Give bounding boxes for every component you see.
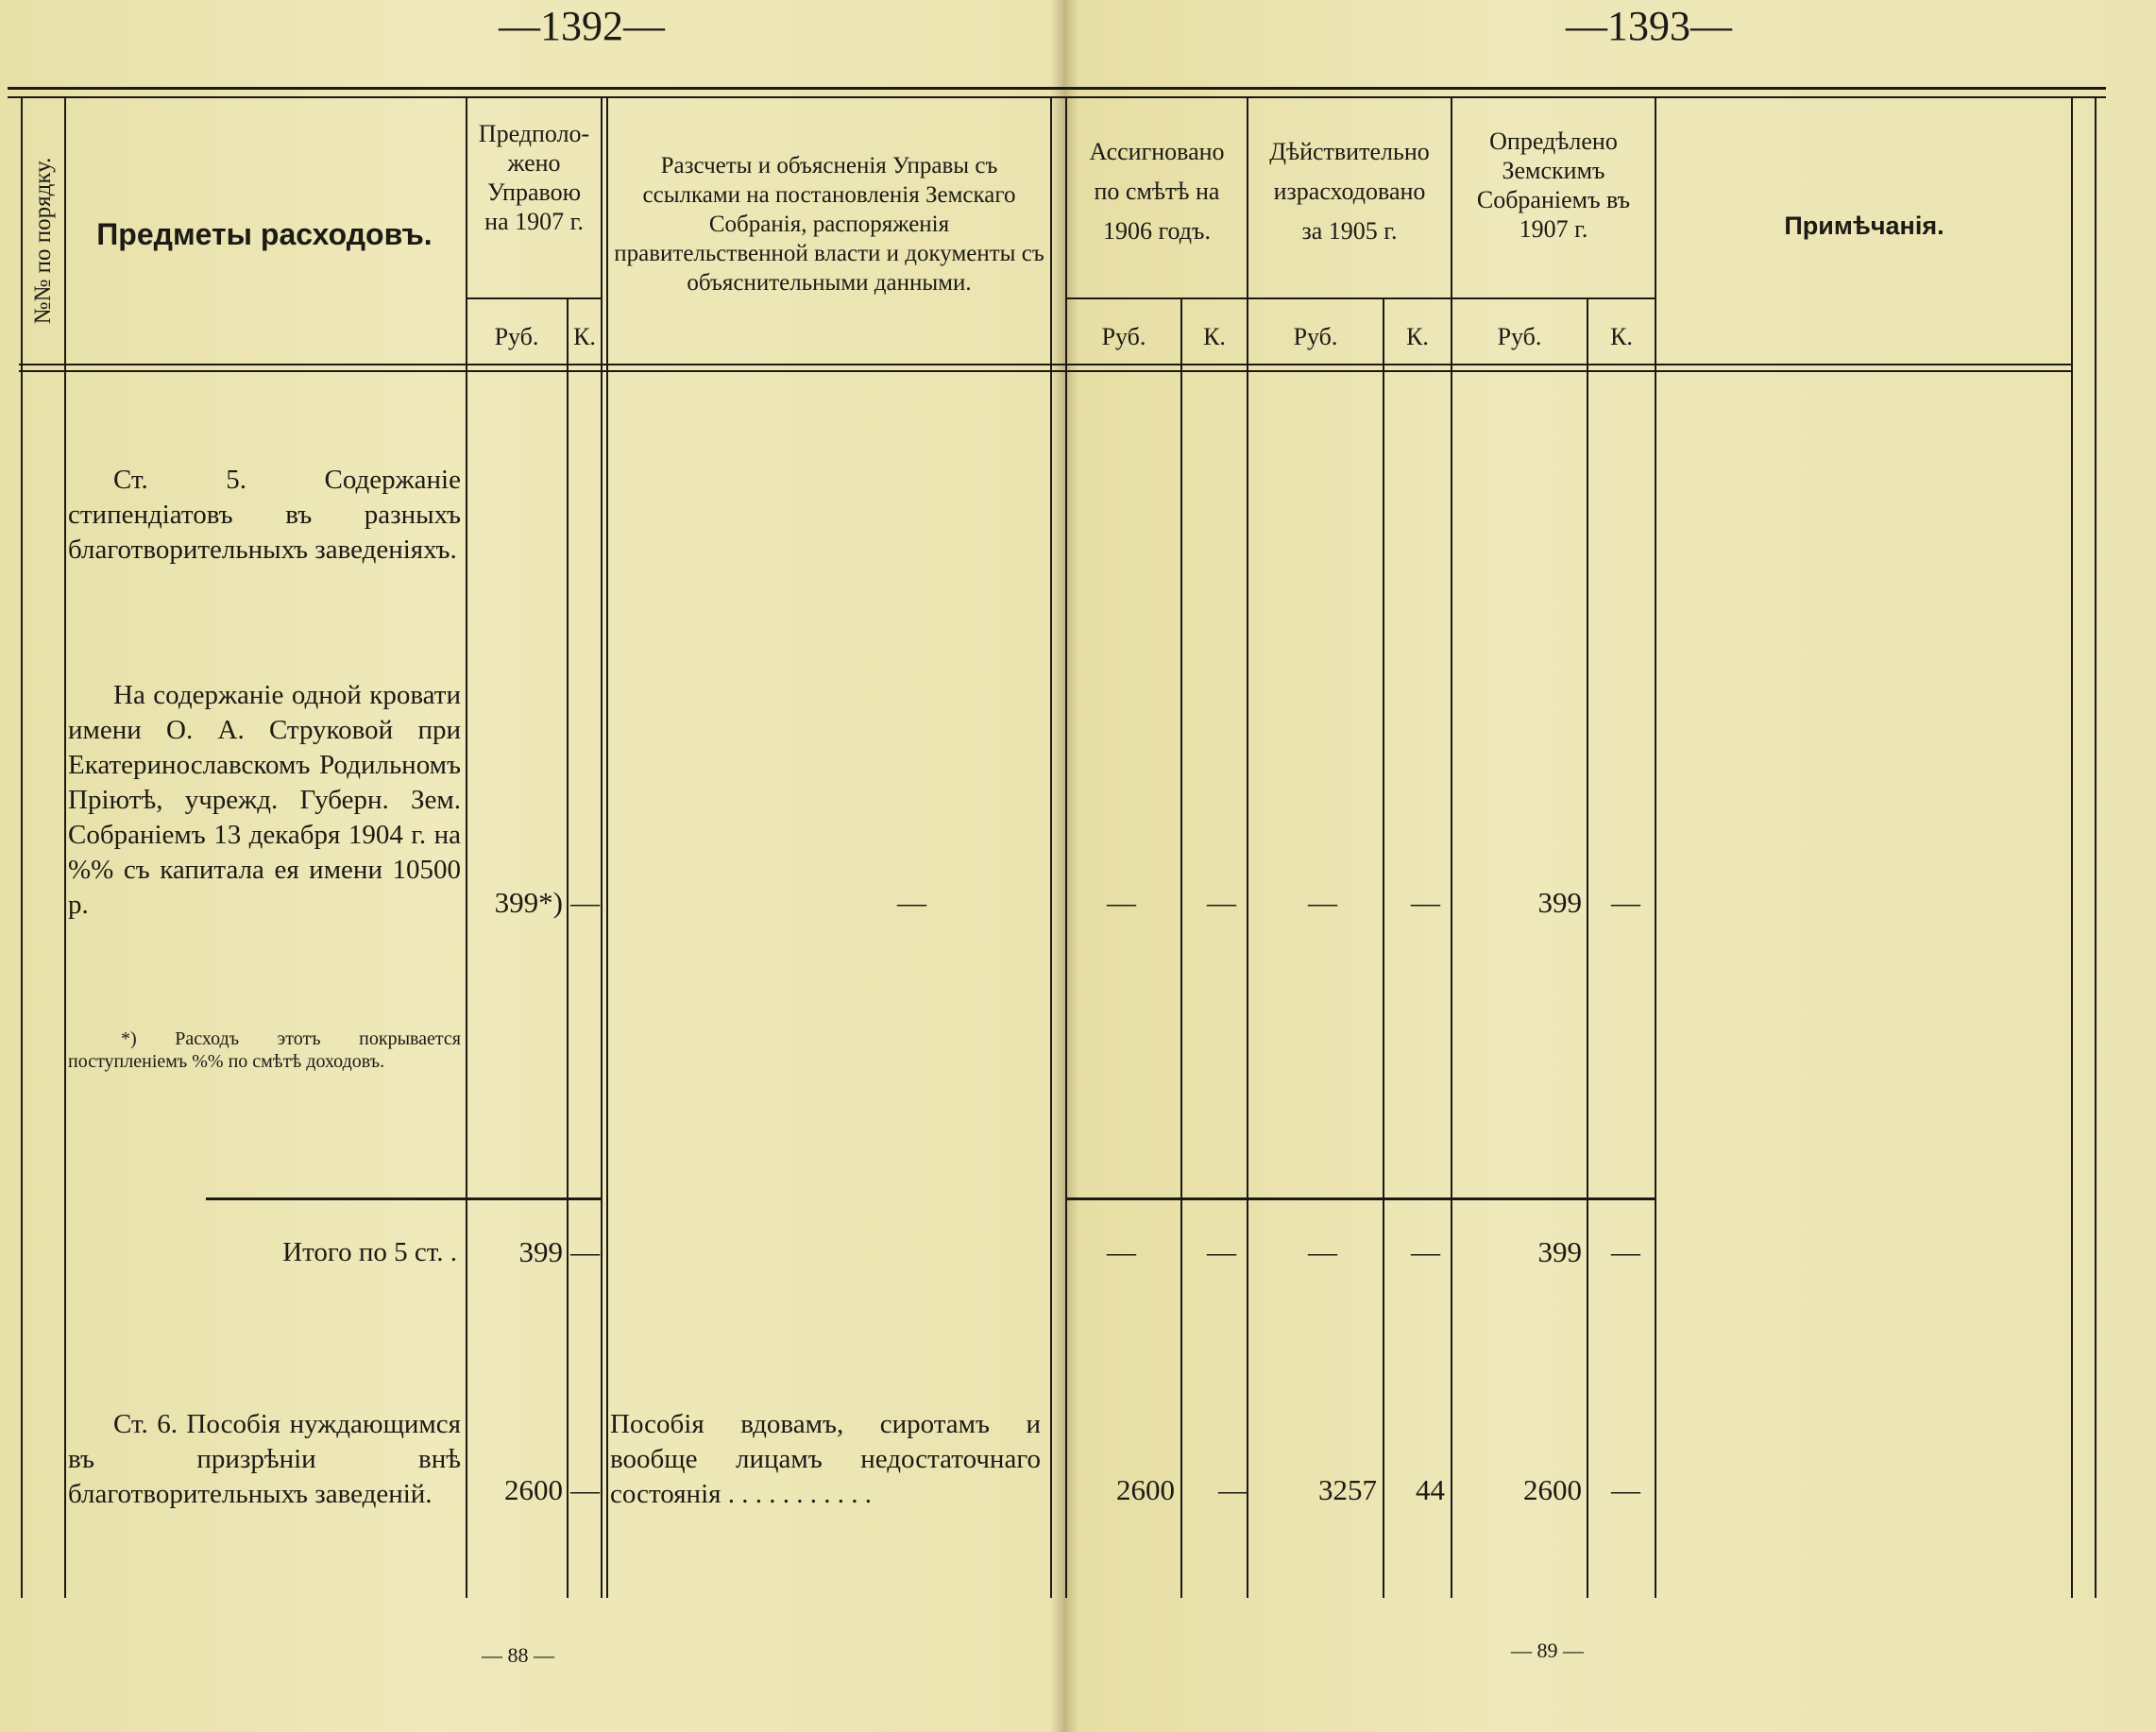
art5-entry-explanation: — (897, 886, 926, 919)
page-number-right: —1393— (1566, 3, 1732, 49)
art6-determined-kop: — (1611, 1473, 1640, 1506)
determined-kop-header: К. (1610, 323, 1633, 350)
art5-entry-rub: 399*) (494, 886, 563, 919)
art5-entry-determined-kop: — (1611, 886, 1640, 919)
art5-entry-kop: — (570, 886, 600, 919)
right-page (1063, 0, 2156, 1732)
art5-entry-spent-rub: — (1308, 886, 1337, 919)
row-number-header: №№ по порядку. (30, 157, 56, 325)
assigned-kop-header: К. (1203, 323, 1226, 350)
art6-spent-kop: 44 (1416, 1473, 1445, 1506)
art5-total-spent-kop: — (1411, 1235, 1440, 1268)
items-header: Предметы расходовъ. (96, 217, 433, 251)
art5-entry-assigned-rub: — (1107, 886, 1136, 919)
art5-total-assigned-rub: — (1107, 1235, 1136, 1268)
assigned-header: Ассигновано по смѣтѣ на 1906 годъ. (1089, 138, 1225, 245)
art5-entry: На содержаніе одной кровати имени О. А. Струковой при Екатеринославскомъ Родильномъ Пріютѣ, учрежд. Губерн. Зем. Собраніемъ 13 декабря 1904 г. на %% съ капитала ея имени 10500 р. (68, 680, 461, 920)
proposed-header: Предполо- жено Управою на 1907 г. (478, 120, 590, 235)
art5-total-label: Итого по 5 ст. . (282, 1237, 457, 1267)
art5-footnote: *) Расходъ этотъ покрывается поступленіемъ %% по смѣтѣ доходовъ. (68, 1028, 461, 1072)
art5-entry-determined-rub: 399 (1537, 886, 1582, 919)
art6-kop: — (570, 1473, 600, 1506)
art6-determined-rub: 2600 (1523, 1473, 1582, 1506)
art6-title: Ст. 6. Пособія нуждающимся въ призрѣніи внѣ благотворительныхъ заведеній. (68, 1409, 461, 1509)
art6-assigned-kop: — (1218, 1473, 1248, 1506)
spent-kop-header: К. (1406, 323, 1429, 350)
notes-header: Примѣчанія. (1784, 212, 1944, 240)
art5-entry-assigned-kop: — (1207, 886, 1236, 919)
page-number-left: —1392— (499, 3, 665, 49)
art6-rub: 2600 (504, 1473, 563, 1506)
art5-title: Ст. 5. Содержаніе стипендіатовъ въ разныхъ благотворительныхъ заведеніяхъ. (68, 465, 461, 565)
footer-right: — 89 — (1511, 1639, 1584, 1662)
book-gutter (1050, 0, 1078, 1732)
art5-total-assigned-kop: — (1207, 1235, 1236, 1268)
art5-total-kop: — (570, 1235, 600, 1268)
assigned-rub-header: Руб. (1101, 323, 1146, 350)
spent-header: Дѣйствительно израсходовано за 1905 г. (1269, 138, 1430, 245)
footer-left: — 88 — (482, 1643, 554, 1667)
explanations-header: Разсчеты и объясненія Управы съ ссылками на постановленія Земскаго Собранія, распоряженія правительственной власти и документы съ объяснительными данными. (614, 153, 1044, 296)
art5-total-spent-rub: — (1308, 1235, 1337, 1268)
art6-spent-rub: 3257 (1318, 1473, 1377, 1506)
art6-explanation: Пособія вдовамъ, сиротамъ и вообще лицамъ недостаточнаго состоянія . . . . . . . . . . . (610, 1409, 1041, 1509)
proposed-rub-header: Руб. (494, 323, 539, 350)
art5-total-determined-kop: — (1611, 1235, 1640, 1268)
art5-total-rub: 399 (518, 1235, 563, 1268)
spent-rub-header: Руб. (1293, 323, 1338, 350)
art5-entry-spent-kop: — (1411, 886, 1440, 919)
determined-header: Опредѣлено Земскимъ Собраніемъ въ 1907 г. (1476, 127, 1631, 243)
art5-total-determined-rub: 399 (1537, 1235, 1582, 1268)
determined-rub-header: Руб. (1497, 323, 1542, 350)
proposed-kop-header: К. (573, 323, 596, 350)
art6-assigned-rub: 2600 (1116, 1473, 1175, 1506)
